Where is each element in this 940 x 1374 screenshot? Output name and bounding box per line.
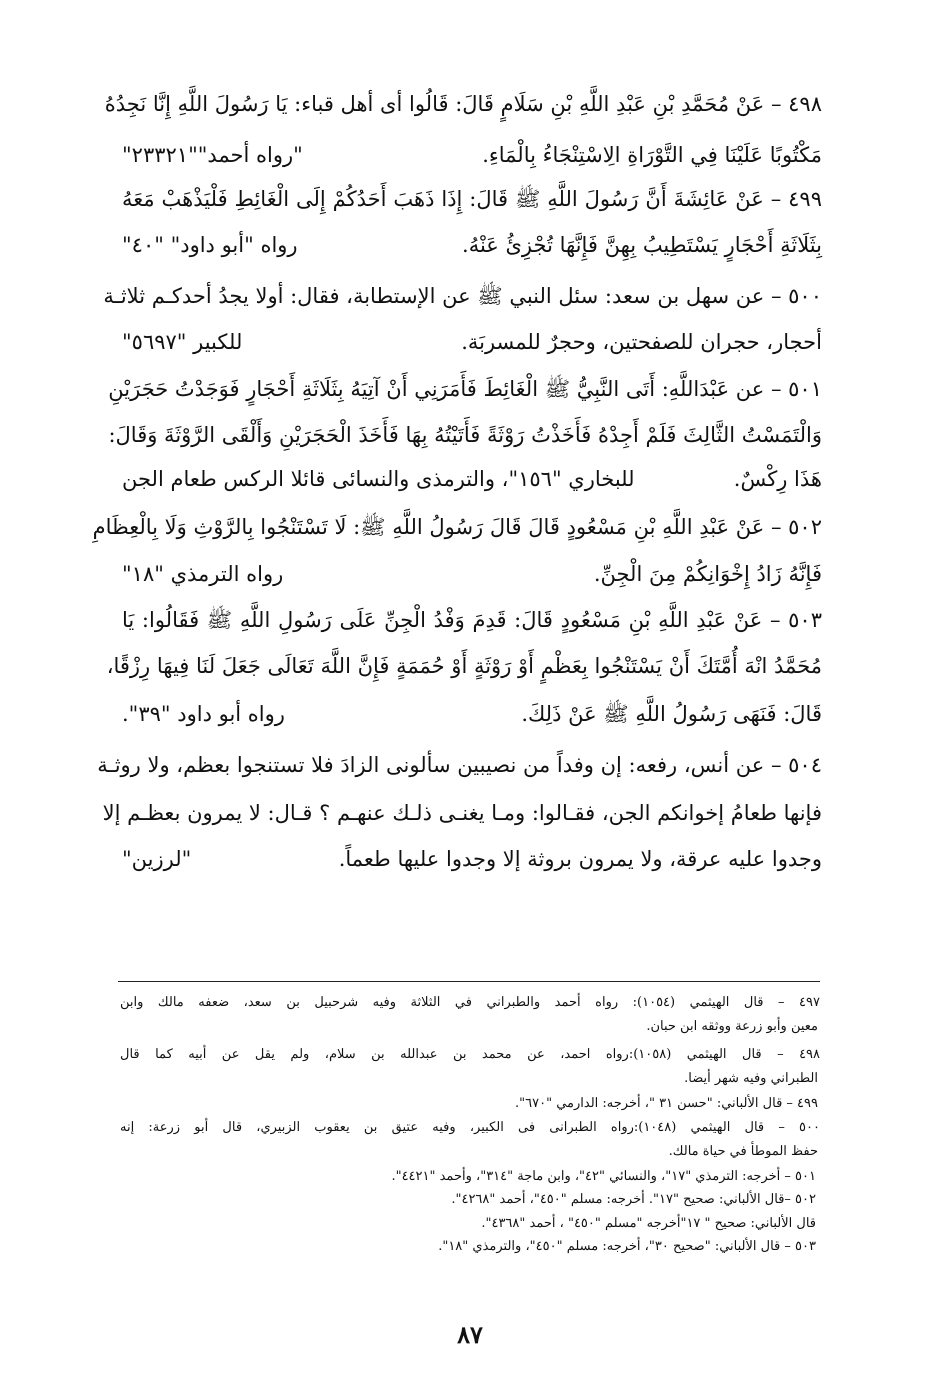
page-number: ٨٧ bbox=[457, 1320, 483, 1349]
hadith-501-line-1: ٥٠١ – عن عَبْدَاللَّهِ: أَتَى النَّبِيُّ ﷺ الْغَائِطَ فَأَمَرَنِي أَنْ آتِيَهُ بِثَلَاثَةِ أَحْجَارٍ فَوَجَدْتُ حَجَرَيْنِ bbox=[108, 377, 822, 401]
hadith-500-line-1: ٥٠٠ – عن سهل بن سعد: سئل النبي ﷺ عن الإستطابة، فقال: أولا يجدُ أحدكـم ثلاثـة bbox=[103, 284, 822, 308]
footnote-502-extra: قال الألباني: صحيح " ١٧"أخرجه "مسلم "٤٥٠" ، أحمد "٤٣٦٨". bbox=[481, 1216, 816, 1231]
hadith-503-line-3 bbox=[122, 698, 822, 730]
hadith-504-line-3 bbox=[122, 843, 822, 875]
hadith-501-line-3 bbox=[122, 463, 822, 495]
hadith-499-line-1: ٤٩٩ – عَنْ عَائِشَةَ أَنَّ رَسُولَ اللَّهِ ﷺ قَالَ: إِذَا ذَهَبَ أَحَدُكُمْ إِلَى الْغَائِطِ فَلْيَذْهَبْ مَعَهُ bbox=[122, 187, 822, 211]
hadith-500-reference: للكبير "٥٦٩٧" bbox=[122, 330, 243, 354]
hadith-500-line-2 bbox=[122, 326, 822, 358]
hadith-498-text-end: مَكْتُوبًا عَلَيْنَا فِي التَّوْرَاةِ الِاسْتِنْجَاءُ بِالْمَاءِ. bbox=[482, 143, 822, 167]
hadith-501-text-end: هَذَا رِكْسٌ. bbox=[733, 467, 822, 491]
hadith-503-text-end: قَالَ: فَنَهَى رَسُولُ اللَّهِ ﷺ عَنْ ذَلِكَ. bbox=[521, 702, 822, 726]
hadith-498-reference: "رواه أحمد""٢٣٣٢١" bbox=[122, 143, 303, 167]
footnote-498-line-1: ٤٩٨ – قال الهيثمي (١٠٥٨):رواه احمد، عن محمد بن عبدالله بن سلام، ولم يقل عن أبيه كما قال bbox=[120, 1047, 821, 1062]
hadith-502-text-end: فَإِنَّهُ زَادُ إِخْوَانِكُمْ مِنَ الْجِنِّ. bbox=[593, 562, 822, 586]
hadith-503-line-1: ٥٠٣ – عَنْ عَبْدِ اللَّهِ بْنِ مَسْعُودٍ قَالَ: قَدِمَ وَفْدُ الْجِنِّ عَلَى رَسُولِ اللَّهِ ﷺ فَقَالُوا: يَا bbox=[122, 608, 822, 632]
hadith-499-line-2 bbox=[122, 229, 822, 261]
hadith-499-reference: رواه "أبو داود" "٤٠" bbox=[122, 233, 298, 257]
hadith-503-line-2: مُحَمَّدُ انْهَ أُمَّتَكَ أَنْ يَسْتَنْجُوا بِعَظْمٍ أَوْ رَوْثَةٍ أَوْ حُمَمَةٍ فَإِنَّ اللَّهَ تَعَالَى جَعَلَ لَنَا فِيهَا رِزْقًا، bbox=[106, 654, 822, 678]
footnote-500-line-1: ٥٠٠ – قال الهيثمي (١٠٤٨):رواه الطبرانى فى الكبير، وفيه عتيق بن يعقوب الزبيري، قال أبو زرعة: إنه bbox=[120, 1120, 820, 1135]
hadith-504-line-1: ٥٠٤ – عن أنس، رفعه: إن وفداً من نصيبين سألونى الزادَ فلا تستنجوا بعظم، ولا روثـة bbox=[97, 753, 822, 777]
hadith-501-line-2: وَالْتَمَسْتُ الثَّالِثَ فَلَمْ أَجِدْهُ فَأَخَذْتُ رَوْثَةً فَأَتَيْتُهُ بِهَا فَأَخَذَ الْحَجَرَيْنِ وَأَلْقَى الرَّوْثَةَ وَقَالَ: bbox=[108, 423, 822, 447]
footnote-497-line-2: معين وأبو زرعة ووثقه ابن حبان. bbox=[646, 1019, 818, 1034]
hadith-504-text-end: وجدوا عليه عرقة، ولا يمرون بروثة إلا وجدوا عليها طعماً. bbox=[338, 847, 822, 871]
footnote-502: ٥٠٢ –قال الألباني: صحيح "١٧". أخرجه: مسلم "٤٥٠"، أحمد "٤٢٦٨". bbox=[451, 1192, 816, 1207]
hadith-504-reference: "لرزين" bbox=[122, 847, 192, 871]
footnote-498-line-2: الطبراني وفيه شهر أيضا. bbox=[684, 1071, 818, 1086]
hadith-498-line-2 bbox=[122, 139, 822, 171]
hadith-499-text-end: بِثَلَاثَةِ أَحْجَارٍ يَسْتَطِيبُ بِهِنَّ فَإِنَّهَا تُجْزِئُ عَنْهُ. bbox=[462, 233, 822, 257]
hadith-504-line-2: فإنها طعامُ إخوانكم الجن، فقـالوا: ومـا يغنـى ذلـك عنهـم ؟ قـال: لا يمرون بعظـم إلا bbox=[102, 801, 822, 825]
hadith-503-reference: رواه أبو داود "٣٩". bbox=[122, 702, 285, 726]
footnote-503: ٥٠٣ – قال الألباني: "صحيح ٣٠"، أخرجه: مسلم "٤٥٠"، والترمذي "١٨". bbox=[438, 1239, 816, 1254]
footnote-500-line-2: حفظ الموطأ في حياة مالك. bbox=[668, 1144, 818, 1159]
hadith-498-line-1: ٤٩٨ – عَنْ مُحَمَّدِ بْنِ عَبْدِ اللَّهِ بْنِ سَلَامٍ قَالَ: قَالُوا أى أهل قباء: يَا رَسُولَ اللَّهِ إِنَّا نَجِدُهُ bbox=[104, 92, 822, 116]
footnote-separator bbox=[118, 981, 820, 982]
hadith-500-text-end: أحجار، حجران للصفحتين، وحجرٌ للمسربَة. bbox=[461, 330, 822, 354]
hadith-502-line-2 bbox=[122, 558, 822, 590]
hadith-501-reference: للبخاري "١٥٦"، والترمذى والنسائى قائلا الركس طعام الجن bbox=[122, 467, 635, 491]
footnote-499: ٤٩٩ – قال الألباني: "حسن ٣١ "، أخرجه: الدارمي "٦٧٠". bbox=[515, 1096, 818, 1111]
hadith-502-line-1: ٥٠٢ – عَنْ عَبْدِ اللَّهِ بْنِ مَسْعُودٍ قَالَ قَالَ رَسُولُ اللَّهِ ﷺ: لَا تَسْتَنْجُوا بِالرَّوْثِ وَلَا بِالْعِظَامِ bbox=[92, 515, 822, 539]
hadith-502-reference: رواه الترمذي "١٨" bbox=[122, 562, 284, 586]
footnote-501: ٥٠١ – أخرجه: الترمذي "١٧"، والنسائي "٤٢"، وابن ماجة "٣١٤"، وأحمد "٤٤٢١". bbox=[391, 1169, 816, 1184]
footnote-497-line-1: ٤٩٧ – قال الهيثمي (١٠٥٤): رواه أحمد والطبراني في الثلاثة وفيه شرحبيل بن سعد، ضعفه مالك وابن bbox=[120, 995, 820, 1010]
